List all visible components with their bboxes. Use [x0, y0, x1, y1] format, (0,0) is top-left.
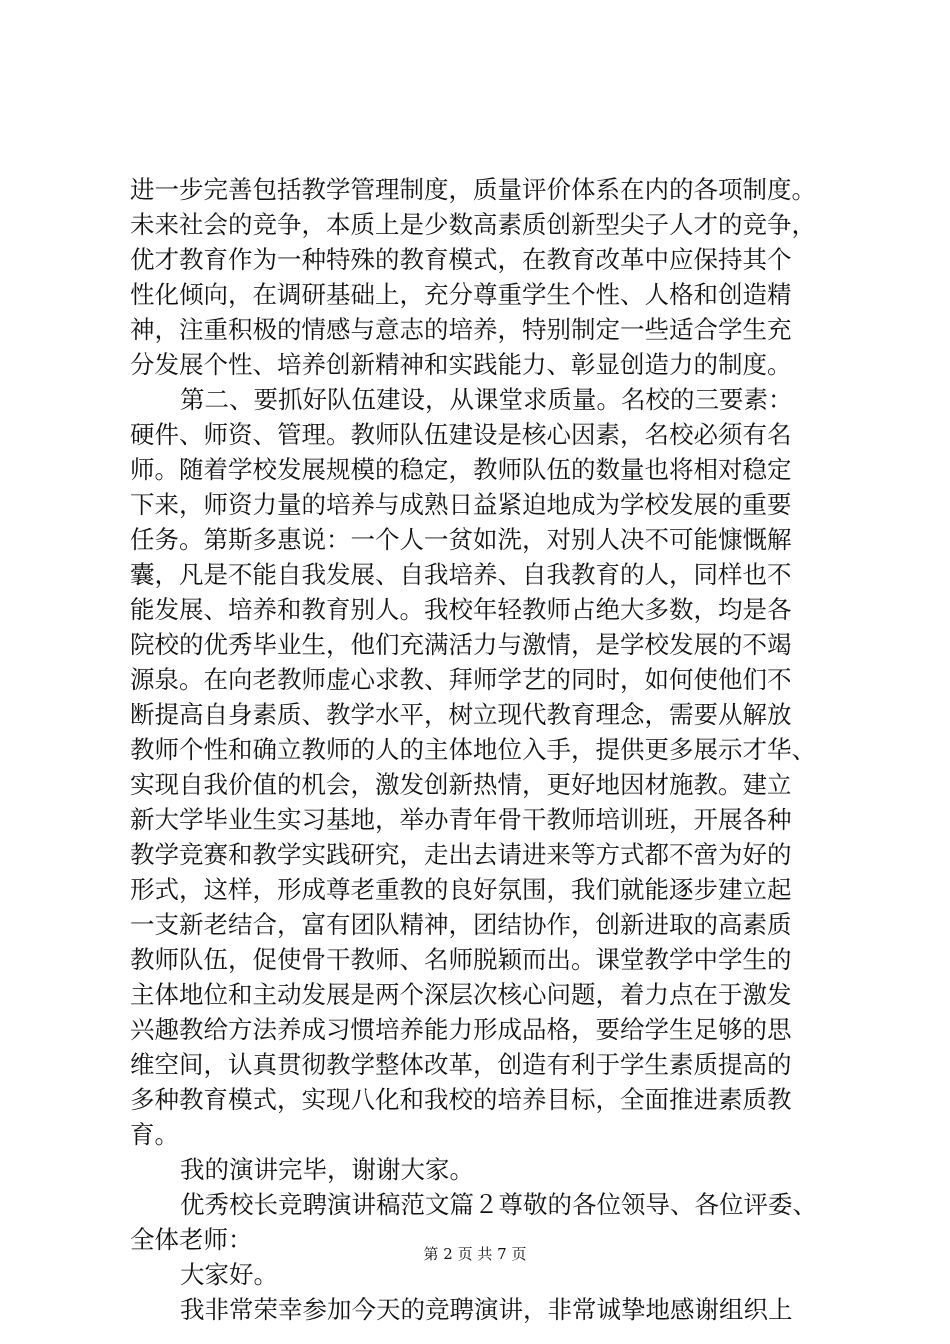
text-line: 院校的优秀毕业生，他们充满活力与激情，是学校发展的不竭 — [130, 630, 792, 659]
text-line: 师。随着学校发展规模的稳定，教师队伍的数量也将相对稳定 — [130, 455, 792, 484]
text-line: 硬件、师资、管理。教师队伍建设是核心因素，名校必须有名 — [130, 420, 792, 449]
text-line: 断提高自身素质、教学水平，树立现代教育理念，需要从解放 — [130, 700, 792, 729]
page-footer — [0, 1244, 950, 1264]
text-line: 全体老师： — [130, 1225, 253, 1254]
text-line: 分发展个性、培养创新精神和实践能力、彰显创造力的制度。 — [130, 350, 792, 379]
text-line: 未来社会的竞争，本质上是少数高素质创新型尖子人才的竞争， — [130, 210, 816, 239]
text-line: 实现自我价值的机会，激发创新热情，更好地因材施教。建立 — [130, 770, 792, 799]
text-line: 主体地位和主动发展是两个深层次核心问题，着力点在于激发 — [130, 980, 792, 1009]
text-line: 育。 — [130, 1120, 179, 1149]
paragraph-start-line: 我非常荣幸参加今天的竞聘演讲，非常诚挚地感谢组织上 — [180, 1295, 793, 1324]
text-line: 教师个性和确立教师的人的主体地位入手，提供更多展示才华、 — [130, 735, 816, 764]
text-line: 囊，凡是不能自我发展、自我培养、自我教育的人，同样也不 — [130, 560, 792, 589]
text-line: 任务。第斯多惠说：一个人一贫如洗，对别人决不可能慷慨解 — [130, 525, 792, 554]
text-line: 一支新老结合，富有团队精神，团结协作，创新进取的高素质 — [130, 910, 792, 939]
text-line: 源泉。在向老教师虚心求教、拜师学艺的同时，如何使他们不 — [130, 665, 792, 694]
text-line: 性化倾向，在调研基础上，充分尊重学生个性、人格和创造精 — [130, 280, 792, 309]
text-line: 兴趣教给方法养成习惯培养能力形成品格，要给学生足够的思 — [130, 1015, 792, 1044]
text-line: 形式，这样，形成尊老重教的良好氛围，我们就能逐步建立起 — [130, 875, 792, 904]
paragraph-start-line: 第二、要抓好队伍建设，从课堂求质量。名校的三要素： — [180, 385, 793, 414]
text-line: 能发展、培养和教育别人。我校年轻教师占绝大多数，均是各 — [130, 595, 792, 624]
text-line: 维空间，认真贯彻教学整体改革，创造有利于学生素质提高的 — [130, 1050, 792, 1079]
text-line: 优才教育作为一种特殊的教育模式，在教育改革中应保持其个 — [130, 245, 792, 274]
text-line: 进一步完善包括教学管理制度，质量评价体系在内的各项制度。 — [130, 175, 816, 204]
paragraph-start-line: 优秀校长竞聘演讲稿范文篇２尊敬的各位领导、各位评委、 — [180, 1190, 817, 1219]
text-line: 新大学毕业生实习基地，举办青年骨干教师培训班，开展各种 — [130, 805, 792, 834]
document-body — [130, 172, 840, 1327]
text-line: 教学竞赛和教学实践研究，走出去请进来等方式都不啻为好的 — [130, 840, 792, 869]
page-number-label: 第 2 页 共 7 页 — [423, 1245, 527, 1263]
paragraph-start-line: 我的演讲完毕，谢谢大家。 — [180, 1155, 474, 1184]
text-line: 下来，师资力量的培养与成熟日益紧迫地成为学校发展的重要 — [130, 490, 792, 519]
text-line: 多种教育模式，实现八化和我校的培养目标，全面推进素质教 — [130, 1085, 792, 1114]
text-line: 教师队伍，促使骨干教师、名师脱颖而出。课堂教学中学生的 — [130, 945, 792, 974]
text-line: 神，注重积极的情感与意志的培养，特别制定一些适合学生充 — [130, 315, 792, 344]
paragraph-start-line: 大家好。 — [180, 1260, 278, 1289]
